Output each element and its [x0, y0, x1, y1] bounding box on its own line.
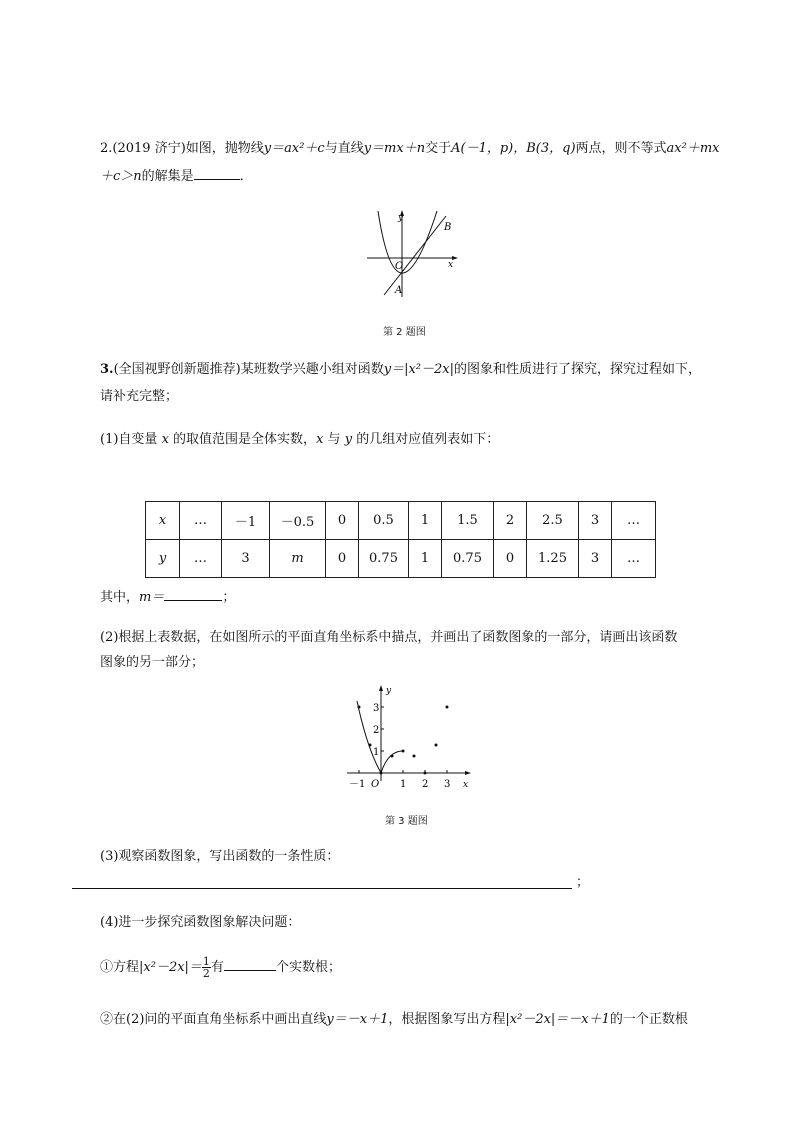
q3-part3: (3)观察函数图象，写出函数的一条性质：	[100, 849, 340, 864]
table-cell: 3	[579, 502, 612, 540]
q3-part4-2-text: ②在(2)问的平面直角坐标系中画出直线	[100, 1012, 327, 1027]
q3-m-line	[100, 586, 235, 608]
q3-var-x: x	[316, 432, 324, 447]
q2-text: 两点，则不等式	[575, 141, 667, 156]
q3-part4-2-text: 的一个正数根	[609, 1012, 688, 1027]
q3-caption: 第 3 题图	[385, 816, 428, 827]
q3-fraction	[202, 956, 211, 979]
table-cell: 3	[579, 540, 612, 578]
table-cell: 2.5	[527, 502, 579, 540]
q3-part1-text: 的几组对应值列表如下：	[356, 432, 500, 447]
q3-label-x1: 1	[400, 779, 407, 790]
table-cell-m: m	[270, 540, 326, 578]
q3-function-eq: y＝|x²－2x|	[383, 362, 454, 377]
q3-label-y3: 3	[373, 703, 380, 714]
table-row-x	[146, 502, 656, 540]
table-cell: …	[612, 502, 656, 540]
q3-part1-text: 与	[327, 432, 341, 447]
q2-inequality-part: ax²＋mx	[666, 141, 720, 156]
table-cell: 1	[409, 540, 442, 578]
table-cell: －0.5	[270, 502, 326, 540]
q3-x-arrow-icon	[465, 771, 471, 775]
table-cell: 3	[222, 540, 270, 578]
q2-line	[384, 216, 446, 295]
table-cell: 0.75	[359, 540, 409, 578]
q2-line-eq: y＝mx＋n	[363, 141, 426, 156]
q2-period: ．	[239, 169, 253, 184]
q2-line-2	[100, 165, 253, 187]
q3-point	[391, 755, 394, 758]
q3-line-2: 请补充完整；	[100, 389, 179, 404]
q2-inequality-rest: ＋c＞n	[100, 169, 142, 184]
q3-number: 3.	[100, 362, 114, 377]
q3-var-x: x	[161, 432, 169, 447]
q3-point	[446, 706, 449, 709]
q3-part4-1-text: 有	[210, 960, 224, 975]
q3-part3-answer-blank[interactable]	[72, 876, 572, 889]
q3-label-xm1: －1	[349, 779, 366, 790]
q3-point	[380, 772, 383, 775]
q2-label-origin: O	[395, 261, 404, 272]
q2-label-x: x	[448, 260, 454, 270]
q2-label-a: A	[395, 285, 403, 296]
table-cell: …	[180, 540, 222, 578]
q2-parabola-eq: y＝ax²＋c	[263, 141, 325, 156]
q3-part4-1-text: ①方程	[100, 960, 140, 975]
q3-part2-line-2: 图象的另一部分；	[100, 655, 205, 670]
table-cell: 1	[409, 502, 442, 540]
table-cell: …	[612, 540, 656, 578]
q3-part2-line-1: (2)根据上表数据，在如图所示的平面直角坐标系中描点，并画出了函数图象的一部分，请画出该函数	[100, 630, 678, 645]
q3-figure	[345, 683, 475, 795]
q3-part1-text: (1)自变量	[100, 432, 158, 447]
q3-part4-2-eq: |x²－2x|＝－x＋1	[505, 1012, 610, 1027]
q3-text-intro: (全国视野创新题推荐)某班数学兴趣小组对函数	[113, 362, 384, 377]
q2-figure	[362, 207, 462, 297]
q3-part4-1-eq: |x²－2x|＝	[139, 960, 202, 975]
q3-var-y: y	[344, 432, 353, 447]
q3-m-eq: m＝	[139, 590, 165, 605]
q2-label-b: B	[444, 222, 452, 233]
table-cell: 0	[326, 502, 359, 540]
q2-text-intro: 2.(2019 济宁)如图，抛物线	[100, 141, 264, 156]
table-cell: 1.25	[527, 540, 579, 578]
table-cell: 2	[494, 502, 527, 540]
q3-part4-1-text: 个实数根；	[275, 960, 341, 975]
q3-part4: (4)进一步探究函数图象解决问题：	[100, 915, 301, 930]
q3-curve-right	[381, 751, 403, 773]
q3-part3-semicolon: ；	[576, 875, 590, 890]
q2-line-1	[100, 139, 720, 159]
table-row-y	[146, 540, 656, 578]
q3-fraction-den: 2	[202, 967, 210, 980]
q3-point	[424, 772, 427, 775]
q3-label-y2: 2	[373, 725, 380, 736]
q3-part4-1	[100, 955, 341, 981]
table-cell: 0	[326, 540, 359, 578]
q3-fraction-num: 1	[202, 955, 210, 968]
q3-label-x3: 3	[444, 779, 451, 790]
q2-answer-blank[interactable]	[194, 165, 240, 180]
q3-point	[402, 750, 405, 753]
q3-part1	[100, 430, 499, 450]
q3-point	[369, 744, 372, 747]
table-cell: 0.5	[359, 502, 409, 540]
q3-label-origin: O	[371, 779, 380, 790]
q3-part4-1-answer-blank[interactable]	[224, 956, 276, 971]
q3-label-y: y	[386, 686, 392, 696]
q3-point	[435, 744, 438, 747]
q2-text: 的解集是	[141, 169, 194, 184]
q2-points: A(－1，p)，B(3，q)	[451, 141, 576, 156]
q3-point	[358, 706, 361, 709]
table-cell: x	[146, 502, 180, 540]
q3-label-x2: 2	[422, 779, 429, 790]
q3-m-semicolon: ；	[222, 590, 236, 605]
table-cell: －1	[222, 502, 270, 540]
q3-label-x: x	[463, 780, 469, 790]
q3-part4-2-line-eq: y＝－x＋1	[326, 1012, 389, 1027]
q2-caption: 第 2 题图	[383, 327, 426, 338]
q3-y-arrow-icon	[379, 685, 383, 691]
q3-part1-text: 的取值范围是全体实数，	[173, 432, 317, 447]
q3-line-1	[100, 360, 701, 380]
q3-m-answer-blank[interactable]	[164, 586, 222, 601]
q3-part4-2	[100, 1010, 688, 1030]
table-cell: …	[180, 502, 222, 540]
q2-parabola	[378, 211, 437, 273]
q3-part4-2-text: ，根据图象写出方程	[388, 1012, 506, 1027]
values-table	[145, 501, 656, 578]
q3-m-text: 其中，	[100, 590, 140, 605]
q2-label-y: y	[398, 213, 404, 223]
q3-label-y1: 1	[373, 747, 380, 758]
q3-text: 的图象和性质进行了探究，探究过程如下，	[453, 362, 701, 377]
table-cell: 0.75	[442, 540, 494, 578]
q2-text: 与直线	[324, 141, 364, 156]
q2-text: 交于	[425, 141, 452, 156]
table-cell: y	[146, 540, 180, 578]
table-cell: 1.5	[442, 502, 494, 540]
q3-point	[413, 755, 416, 758]
table-cell: 0	[494, 540, 527, 578]
